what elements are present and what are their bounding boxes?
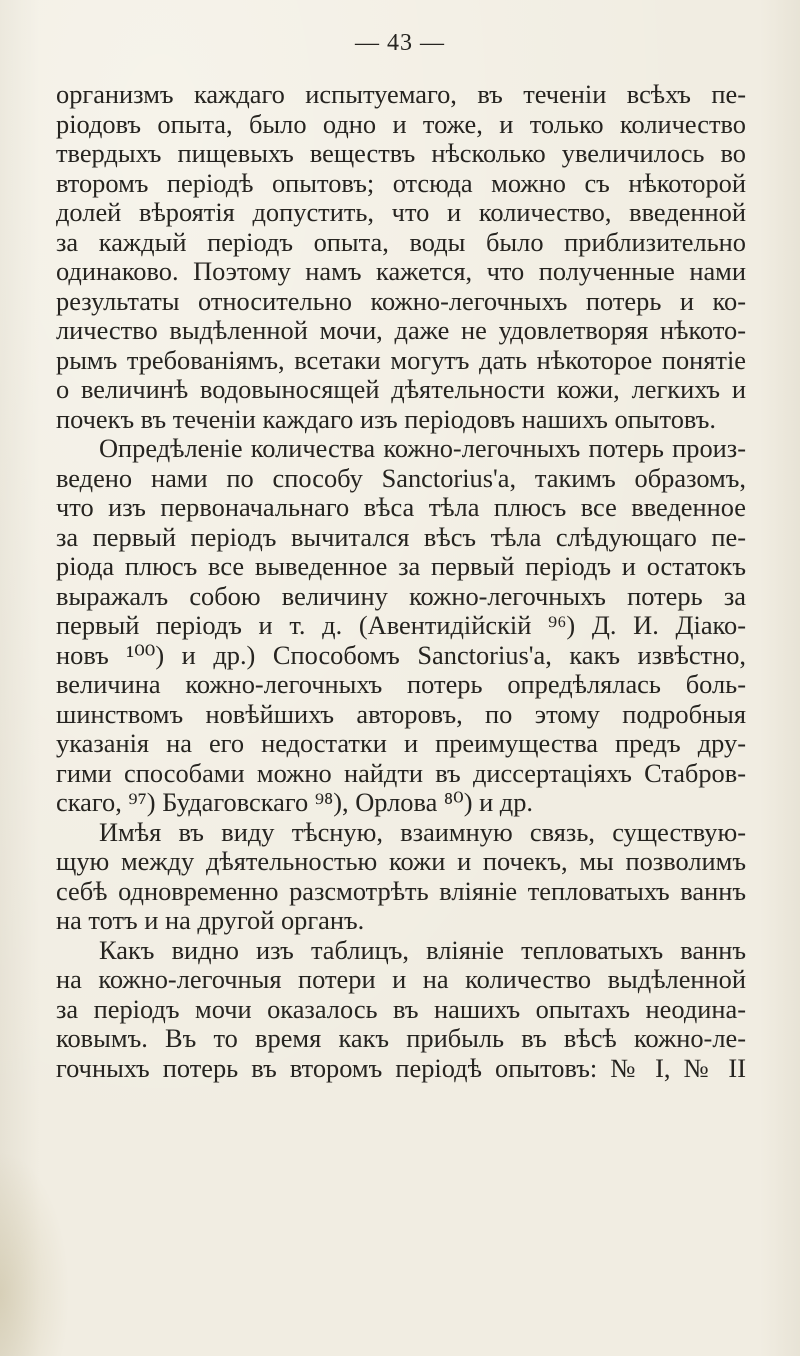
text-line: ковымъ. Въ то время какъ прибыль въ вѣсѣ кожно-ле- [56,1023,746,1053]
text-line: за каждый періодъ опыта, воды было приблизительно [56,226,746,257]
text-line: рымъ требованіямъ, всетаки могутъ дать нѣкоторое понятіе [56,344,746,375]
paragraph-1 [56,80,746,434]
text-line: организмъ каждаго испытуемаго, въ теченіи всѣхъ пе- [56,79,746,109]
text-line: Имѣя въ виду тѣсную, взаимную связь, существую- [99,816,746,847]
text-line: за періодъ мочи оказалось въ нашихъ опытахъ неодина- [56,993,746,1024]
text-line: указанія на его недостатки и преимущества предъ дру- [56,728,746,758]
text-line: долей вѣроятія допустить, что и количество, введенной [56,197,746,227]
paragraph-4 [56,936,746,1084]
page-number: — 43 — [355,30,445,56]
text-line: на кожно-легочныя потери и на количество выдѣленной [56,964,746,994]
text-line: новъ ¹⁰⁰) и др.) Способомъ Sanctorius'а, какъ извѣстно, [56,639,746,670]
text-line: личество выдѣленной мочи, даже не удовлетворяя нѣкото- [56,315,746,345]
paper-stain [0,1150,70,1356]
text-line: величина кожно-легочныхъ потерь опредѣлялась боль- [56,669,746,699]
paragraph-3 [56,818,746,936]
text-line: результаты относительно кожно-легочныхъ потерь и ко- [56,285,746,316]
text-line: первый періодъ и т. д. (Авентидійскій ⁹⁶) Д. И. Діако- [56,610,746,640]
text-line: гочныхъ потерь въ второмъ періодѣ опытовъ: № I, № II [56,1052,746,1083]
text-line: о величинѣ водовыносящей дѣятельности кожи, легкихъ и [56,374,746,404]
text-line: ріодовъ опыта, было одно и тоже, и только количество [56,108,746,139]
text-line: скаго, ⁹⁷) Будаговскаго ⁹⁸), Орлова ⁸⁰) и др. [56,787,534,817]
text-line: выражалъ собою величину кожно-легочныхъ потерь за [56,580,746,611]
text-line: щую между дѣятельностью кожи и почекъ, мы позволимъ [56,846,746,876]
text-line: одинаково. Поэтому намъ кажется, что полученные нами [56,256,746,286]
text-line: Какъ видно изъ таблицъ, вліяніе тепловатыхъ ваннъ [99,934,746,965]
text-line: ріода плюсъ все выведенное за первый періодъ и остатокъ [56,551,746,581]
text-line: твердыхъ пищевыхъ веществъ нѣсколько увеличилось во [56,138,746,168]
text-line: второмъ періодѣ опытовъ; отсюда можно съ нѣкоторой [56,167,746,198]
text-line: на тотъ и на другой органъ. [56,905,365,935]
text-line: за первый періодъ вычитался вѣсъ тѣла слѣдующаго пе- [56,521,746,552]
text-line: гими способами можно найдти въ диссертаціяхъ Стабров- [56,757,746,788]
text-line: себѣ одновременно разсмотрѣть вліяніе тепловатыхъ ваннъ [56,875,746,906]
text-line: ведено нами по способу Sanctorius'а, такимъ образомъ, [56,462,746,493]
text-line: шинствомъ новѣйшихъ авторовъ, по этому подробныя [56,698,746,729]
text-line: Опредѣленіе количества кожно-легочныхъ потерь произ- [99,433,746,463]
paragraph-2 [56,434,746,818]
text-line: почекъ въ теченіи каждаго изъ періодовъ нашихъ опытовъ. [56,403,716,434]
text-line: что изъ первоначальнаго вѣса тѣла плюсъ все введенное [56,492,746,522]
body-text [56,80,746,1083]
